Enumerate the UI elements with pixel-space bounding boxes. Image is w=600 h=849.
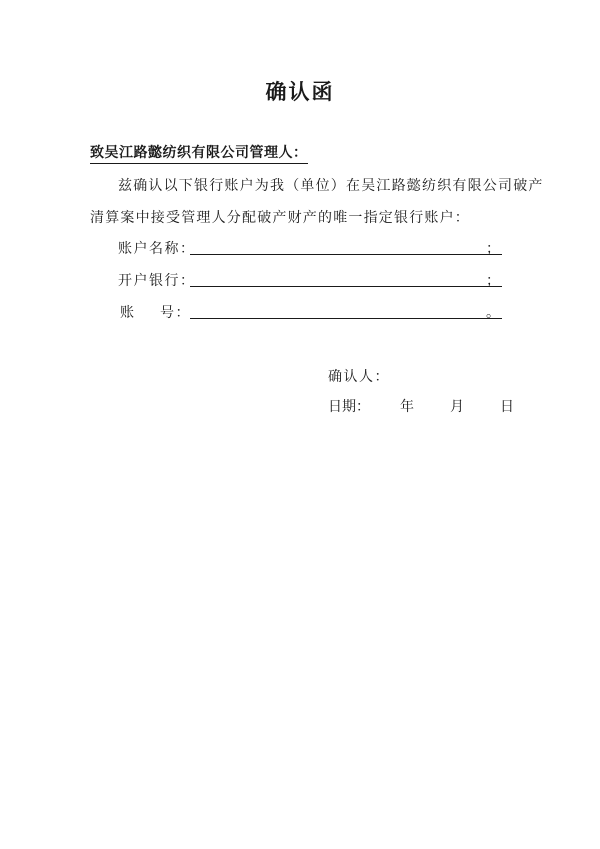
date-label: 日期： <box>328 399 370 415</box>
document-title: 确认函 <box>265 80 335 104</box>
account-name-field <box>118 238 508 260</box>
account-number-field <box>118 302 508 324</box>
bank-field <box>118 270 508 292</box>
account-number-label-a: 账 <box>120 305 136 321</box>
bank-label: 开户银行： <box>118 273 196 289</box>
body-paragraph <box>90 170 544 234</box>
account-number-end: 。 <box>486 305 502 321</box>
date-year: 年 <box>400 399 414 415</box>
bank-end: ； <box>486 273 502 289</box>
account-name-label: 账户名称： <box>118 241 196 257</box>
body-line-2: 清算案中接受管理人分配破产财产的唯一指定银行账户： <box>90 210 470 226</box>
date-month: 月 <box>450 399 464 415</box>
account-name-blank[interactable] <box>190 254 502 255</box>
addressee-line: 致吴江路懿纺织有限公司管理人： <box>90 142 308 164</box>
body-line-1: 兹确认以下银行账户为我（单位）在吴江路懿纺织有限公司破产 <box>118 178 544 194</box>
date-row <box>328 396 518 418</box>
date-day: 日 <box>500 399 514 415</box>
account-number-blank[interactable] <box>190 318 502 319</box>
bank-blank[interactable] <box>190 286 502 287</box>
confirmer-label: 确认人： <box>328 369 390 385</box>
account-name-end: ； <box>486 241 502 257</box>
account-number-label-b: 号： <box>160 305 191 321</box>
